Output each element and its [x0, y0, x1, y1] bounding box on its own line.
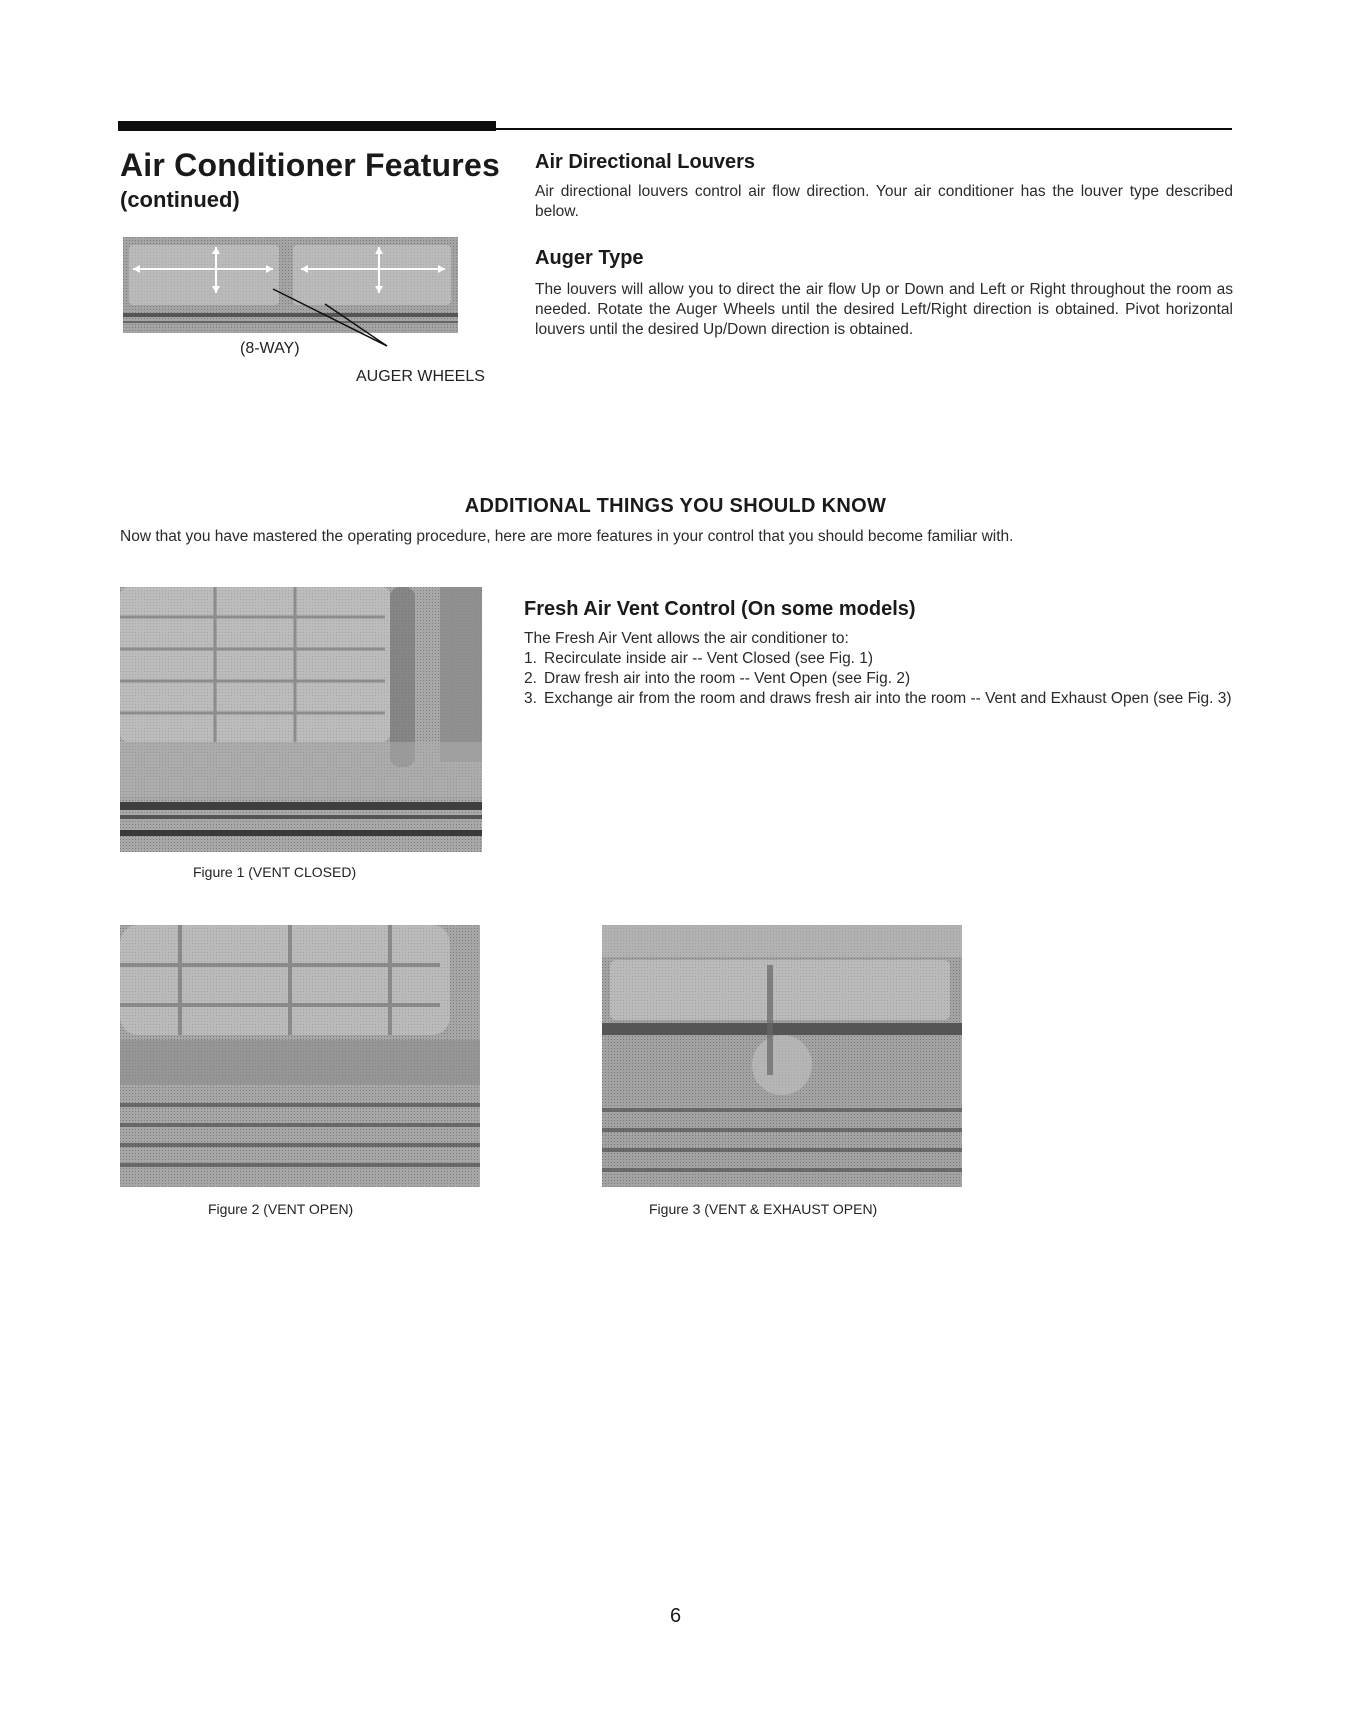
fresh-air-lead: The Fresh Air Vent allows the air conditioner to: — [524, 630, 849, 647]
auger-heading: Auger Type — [535, 247, 644, 269]
additional-heading: ADDITIONAL THINGS YOU SHOULD KNOW — [464, 495, 887, 517]
fresh-air-section — [524, 629, 1234, 709]
step-number: 2. — [524, 670, 537, 687]
figure-3-caption: Figure 3 (VENT & EXHAUST OPEN) — [649, 1201, 878, 1217]
step-number: 3. — [524, 690, 537, 707]
header-rule-thin — [118, 128, 1232, 130]
figure-2-caption: Figure 2 (VENT OPEN) — [208, 1201, 354, 1217]
auger-text: The louvers will allow you to direct the air flow Up or Down and Left or Right throughout the room as needed. Rotate the Auger Wheels until the desired Left/Right direction is obtained. Pivot horizontal louvers until the desired Up/Down direction is obtained. — [535, 281, 1233, 338]
diagram-label-8-way: (8-WAY) — [240, 340, 300, 357]
page-title: Air Conditioner Features — [120, 147, 500, 183]
step-text: Draw fresh air into the room -- Vent Open (see Fig. 2) — [544, 670, 911, 687]
step-text: Recirculate inside air -- Vent Closed (see Fig. 1) — [544, 650, 874, 667]
list-item — [524, 669, 1234, 689]
diagram-label-auger-wheels: AUGER WHEELS — [356, 368, 485, 385]
figure-2-photo — [120, 925, 480, 1187]
louvers-heading: Air Directional Louvers — [535, 151, 756, 173]
fresh-air-heading: Fresh Air Vent Control (On some models) — [524, 598, 916, 620]
page-number: 6 — [669, 1605, 682, 1627]
figure-1-caption: Figure 1 (VENT CLOSED) — [193, 864, 357, 880]
page-subtitle: (continued) — [120, 187, 240, 212]
list-item — [524, 649, 1234, 669]
fresh-air-steps — [524, 649, 1234, 709]
figure-1-photo — [120, 587, 482, 852]
list-item — [524, 689, 1234, 709]
step-number: 1. — [524, 650, 537, 667]
louvers-text: Air directional louvers control air flow direction. Your air conditioner has the louver type described below. — [535, 183, 1233, 220]
step-text: Exchange air from the room and draws fresh air into the room -- Vent and Exhaust Open (see Fig. 3) — [544, 690, 1232, 707]
additional-intro: Now that you have mastered the operating procedure, here are more features in your control that you should become familiar with. — [120, 528, 1014, 545]
figure-3-photo — [602, 925, 962, 1187]
